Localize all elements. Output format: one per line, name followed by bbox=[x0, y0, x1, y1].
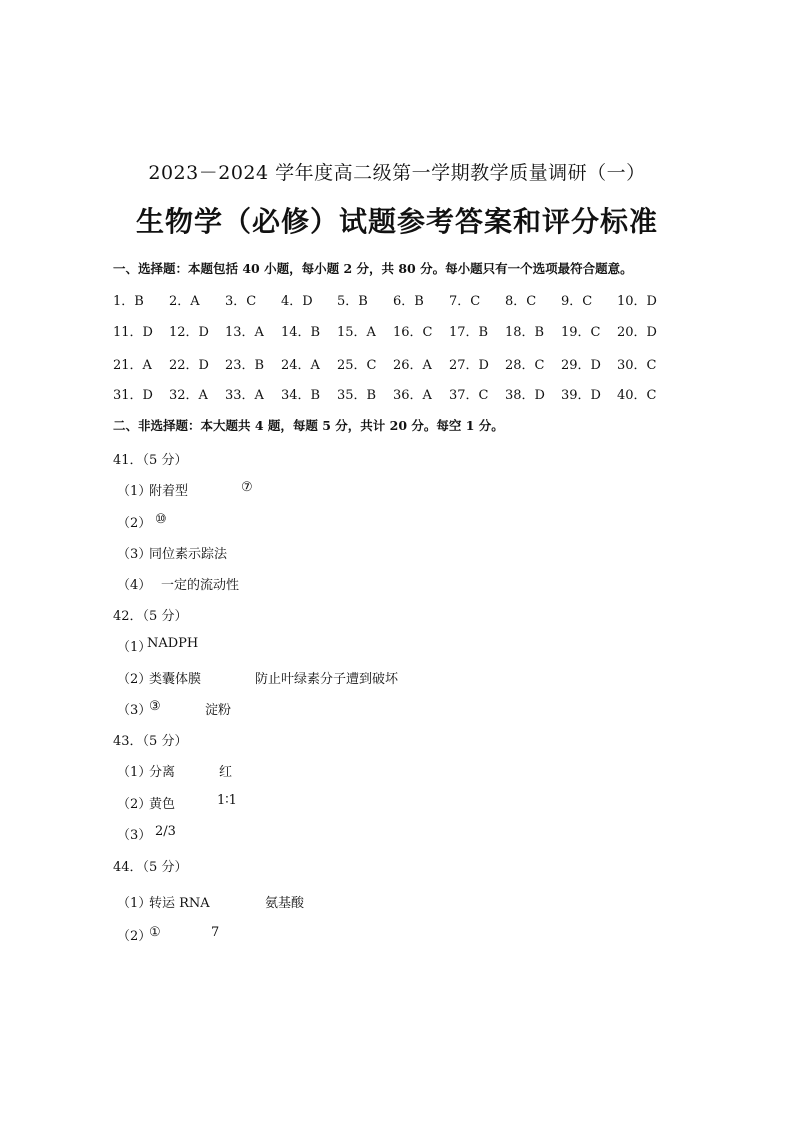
q44-line-2 bbox=[113, 925, 513, 943]
answer-2: 氨基酸 bbox=[265, 896, 305, 911]
question-44-title: 44．（5 分） bbox=[113, 860, 188, 875]
choice-answer: 5．B bbox=[337, 294, 368, 309]
q42-line-2 bbox=[113, 668, 513, 686]
answer-1: NADPH bbox=[147, 636, 199, 651]
q41-line-4 bbox=[113, 574, 513, 592]
choice-answer: 25．C bbox=[337, 358, 377, 373]
choice-answer: 26．A bbox=[393, 358, 432, 373]
q42-line-3 bbox=[113, 699, 513, 717]
answer-2: 防止叶绿素分子遭到破坏 bbox=[255, 672, 399, 687]
choice-answer: 13．A bbox=[225, 325, 264, 340]
choice-answer: 9．C bbox=[561, 294, 593, 309]
choice-answer: 15．A bbox=[337, 325, 376, 340]
choice-answer: 21．A bbox=[113, 358, 152, 373]
q44-line-1 bbox=[113, 892, 513, 910]
choice-answer: 11．D bbox=[113, 325, 153, 340]
sub-number: （4） bbox=[117, 578, 152, 593]
answer-1: ① bbox=[149, 925, 161, 940]
choice-answer: 29．D bbox=[561, 358, 601, 373]
choice-answer: 7．C bbox=[449, 294, 481, 309]
choice-answer: 23．B bbox=[225, 358, 265, 373]
choice-answer: 37．C bbox=[449, 388, 489, 403]
choice-answer: 24．A bbox=[281, 358, 320, 373]
choice-answer: 39．D bbox=[561, 388, 601, 403]
q42-line-1 bbox=[113, 636, 513, 654]
choice-answer: 4．D bbox=[281, 294, 313, 309]
answer-1: 2/3 bbox=[155, 824, 176, 839]
question-42-title: 42．（5 分） bbox=[113, 609, 188, 624]
sub-number: （3） bbox=[117, 547, 152, 562]
part1-heading: 一、选择题：本题包括 40 小题，每小题 2 分，共 80 分。每小题只有一个选项最符合题意。 bbox=[113, 261, 633, 276]
sub-number: （1） bbox=[117, 640, 152, 655]
document-title: 生物学（必修）试题参考答案和评分标准 bbox=[135, 205, 658, 238]
choice-answer: 1．B bbox=[113, 294, 144, 309]
answer-2: 1∶1 bbox=[217, 793, 237, 808]
choice-answer: 19．C bbox=[561, 325, 601, 340]
q41-line-2 bbox=[113, 512, 513, 530]
choice-answer: 17．B bbox=[449, 325, 489, 340]
choice-answer: 18．B bbox=[505, 325, 545, 340]
answer-1: ⑩ bbox=[155, 512, 167, 527]
choice-answer: 14．B bbox=[281, 325, 321, 340]
sub-number: （1） bbox=[117, 896, 152, 911]
q43-line-2 bbox=[113, 793, 513, 811]
choice-answer: 8．C bbox=[505, 294, 537, 309]
choice-answer: 12．D bbox=[169, 325, 209, 340]
choice-answer: 20．D bbox=[617, 325, 657, 340]
choice-answer: 27．D bbox=[449, 358, 489, 373]
sub-number: （2） bbox=[117, 797, 152, 812]
answer-2: ⑦ bbox=[241, 480, 253, 495]
answer-2: 7 bbox=[211, 925, 220, 940]
choice-answer: 16．C bbox=[393, 325, 433, 340]
choice-answer: 31．D bbox=[113, 388, 153, 403]
sub-number: （1） bbox=[117, 484, 152, 499]
answer-1: 同位素示踪法 bbox=[149, 547, 228, 562]
question-43-title: 43．（5 分） bbox=[113, 734, 188, 749]
choice-answer: 2．A bbox=[169, 294, 200, 309]
q41-line-3 bbox=[113, 543, 513, 561]
choice-answer: 10．D bbox=[617, 294, 657, 309]
choice-answer: 40．C bbox=[617, 388, 657, 403]
sub-number: （2） bbox=[117, 516, 152, 531]
answer-1: ③ bbox=[149, 699, 161, 714]
part2-heading: 二、非选择题：本大题共 4 题，每题 5 分，共计 20 分。每空 1 分。 bbox=[113, 418, 504, 433]
choice-answer: 3．C bbox=[225, 294, 257, 309]
sub-number: （2） bbox=[117, 929, 152, 944]
answer-2: 淀粉 bbox=[205, 703, 232, 718]
sub-number: （3） bbox=[117, 828, 152, 843]
answer-1: 类囊体膜 bbox=[149, 672, 202, 687]
sub-number: （2） bbox=[117, 672, 152, 687]
q41-line-1 bbox=[113, 480, 513, 498]
choice-answer: 38．D bbox=[505, 388, 545, 403]
choice-answer: 30．C bbox=[617, 358, 657, 373]
answer-1: 附着型 bbox=[149, 484, 189, 499]
answer-2: 红 bbox=[219, 765, 233, 780]
answer-1: 分离 bbox=[149, 765, 176, 780]
choice-answer: 33．A bbox=[225, 388, 264, 403]
q43-line-1 bbox=[113, 761, 513, 779]
choice-answer: 36．A bbox=[393, 388, 432, 403]
exam-title: 2023－2024 学年度高二级第一学期教学质量调研（一） bbox=[148, 162, 646, 184]
answer-1: 转运 RNA bbox=[149, 896, 210, 911]
choice-answer: 35．B bbox=[337, 388, 377, 403]
choice-answer: 34．B bbox=[281, 388, 321, 403]
choice-answer: 6．B bbox=[393, 294, 424, 309]
choice-answer: 22．D bbox=[169, 358, 209, 373]
sub-number: （3） bbox=[117, 703, 152, 718]
sub-number: （1） bbox=[117, 765, 152, 780]
choice-answer: 32．A bbox=[169, 388, 208, 403]
q43-line-3 bbox=[113, 824, 513, 842]
choice-answer: 28．C bbox=[505, 358, 545, 373]
answer-1: 一定的流动性 bbox=[161, 578, 240, 593]
question-41-title: 41．（5 分） bbox=[113, 453, 188, 468]
answer-1: 黄色 bbox=[149, 797, 176, 812]
